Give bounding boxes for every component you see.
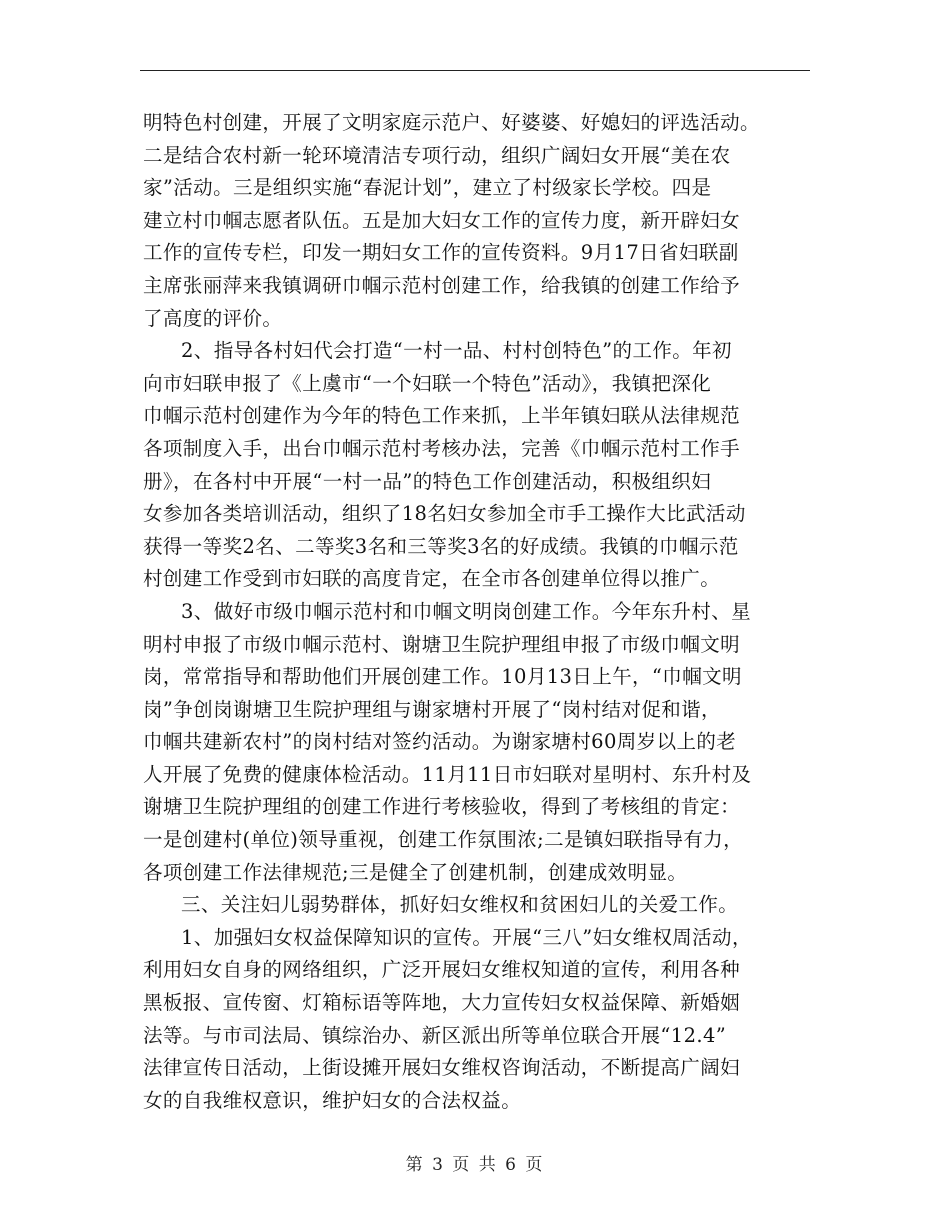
text-line: 明特色村创建，开展了文明家庭示范户、好婆婆、好媳妇的评选活动。 [143,111,760,134]
text-line: 向市妇联申报了《上虞市“一个妇联一个特色”活动》，我镇把深化 [143,371,712,395]
text-line: 各项创建工作法律规范;三是健全了创建机制，创建成效明显。 [143,860,688,884]
page-number-footer: 第 3 页 共 6 页 [405,1155,545,1175]
text-line: 岗”争创岗谢塘卫生院护理组与谢家塘村开展了“岗村结对促和谐， [143,697,721,721]
text-line: 1、加强妇女权益保障知识的宣传。开展“三八”妇女维权周活动， [181,925,752,949]
text-line: 巾帼共建新农村”的岗村结对签约活动。为谢家塘村60周岁以上的老 [143,730,737,754]
text-line: 村创建工作受到市妇联的高度肯定，在全市各创建单位得以推广。 [143,567,721,591]
text-line: 巾帼示范村创建作为今年的特色工作来抓，上半年镇妇联从法律规范 [143,404,741,428]
text-line: 岗，常常指导和帮助他们开展创建工作。10月13日上午，“巾帼文明 [143,665,742,689]
text-line: 女参加各类培训活动，组织了18名妇女参加全市手工操作大比武活动 [143,502,746,526]
text-line: 利用妇女自身的网络组织，广泛开展妇女维权知道的宣传，利用各种 [143,958,741,982]
document-body [143,107,823,1117]
text-line: 工作的宣传专栏，印发一期妇女工作的宣传资料。9月17日省妇联副 [143,241,739,265]
text-line: 一是创建村(单位)领导重视，创建工作氛围浓;二是镇妇联指导有力， [143,828,744,852]
text-line: 女的自我维权意识，维护妇女的合法权益。 [143,1088,522,1112]
text-line: 谢塘卫生院护理组的创建工作进行考核验收，得到了考核组的肯定： [143,795,741,819]
text-line: 了高度的评价。 [143,306,283,330]
text-line: 法律宣传日活动，上街设摊开展妇女维权咨询活动，不断提高广阔妇 [143,1056,741,1080]
text-line: 法等。与市司法局、镇综治办、新区派出所等单位联合开展“12.4” [143,1023,727,1047]
text-line: 二是结合农村新一轮环境清洁专项行动，组织广阔妇女开展“美在农 [143,143,731,167]
text-line: 黑板报、宣传窗、灯箱标语等阵地，大力宣传妇女权益保障、新婚姻 [143,991,741,1015]
text-line: 册》，在各村中开展“一村一品”的特色工作创建活动，积极组织妇 [143,469,712,493]
text-line: 获得一等奖2名、二等奖3名和三等奖3名的好成绩。我镇的巾帼示范 [143,534,739,558]
text-line: 2、指导各村妇代会打造“一村一品、村村创特色”的工作。年初 [181,339,732,363]
text-line: 各项制度入手，出台巾帼示范村考核办法，完善《巾帼示范村工作手 [143,436,741,460]
text-line: 3、做好市级巾帼示范村和巾帼文明岗创建工作。今年东升村、星 [181,599,752,623]
header-rule [140,70,810,71]
text-line: 三、关注妇儿弱势群体，抓好妇女维权和贫困妇儿的关爱工作。 [181,893,739,917]
text-line: 家”活动。三是组织实施“春泥计划”，建立了村级家长学校。四是 [143,176,712,200]
text-line: 建立村巾帼志愿者队伍。五是加大妇女工作的宣传力度，新开辟妇女 [143,208,741,232]
text-line: 主席张丽萍来我镇调研巾帼示范村创建工作，给我镇的创建工作给予 [143,273,741,297]
text-line: 明村申报了市级巾帼示范村、谢塘卫生院护理组申报了市级巾帼文明 [143,632,741,656]
text-line: 人开展了免费的健康体检活动。11月11日市妇联对星明村、东升村及 [143,762,752,786]
